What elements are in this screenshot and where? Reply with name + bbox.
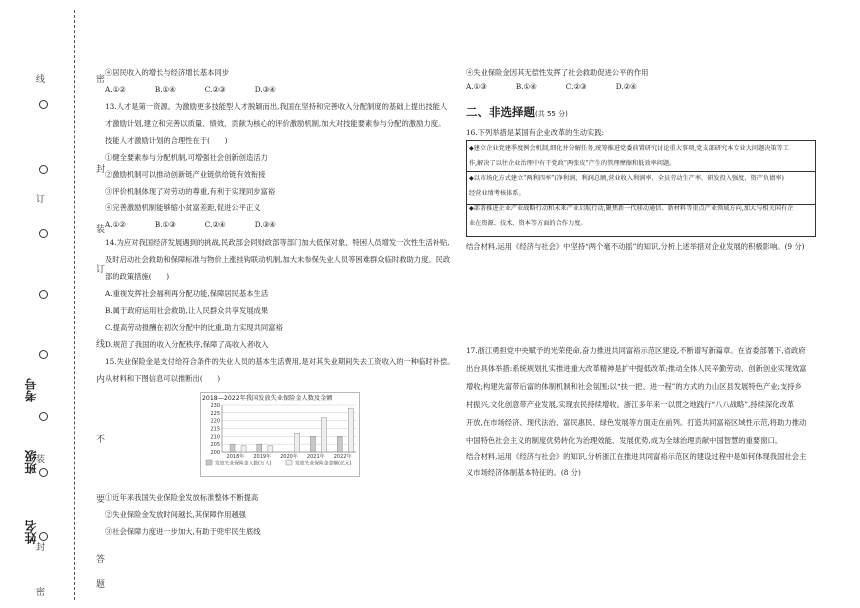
left-line: 技能人才激励计划的合理性在于( ) bbox=[105, 136, 228, 145]
q17-line: 中国特色社会主义的制度优势转化为治理效能、发展优势,成为全球治理贡献中国智慧的重要窗口。 bbox=[466, 436, 783, 445]
left-line: A.重视发挥社会福利再分配功能,保障居民基本生活 bbox=[105, 289, 269, 298]
binding-hole bbox=[39, 165, 48, 174]
binding-hole bbox=[39, 229, 48, 238]
q16-box-divider bbox=[467, 171, 815, 172]
bar-0-3 bbox=[310, 436, 315, 452]
left-line: A.①② B.①③ C.②④ D.③④ bbox=[105, 220, 276, 229]
bar-1-3 bbox=[321, 418, 326, 452]
q17-line: 17.浙江勇担党中央赋予的光荣使命,奋力推进共同富裕示范区建设,不断谱写新篇章。在省委部署下,省政府 bbox=[466, 346, 806, 355]
legend-label-0: 发放失业保险金人数(万人) bbox=[215, 461, 272, 467]
bar-0-1 bbox=[257, 444, 262, 452]
q15-option-4: ④失业保险金因其无偿性发挥了社会救助促进公平的作用 bbox=[466, 68, 649, 77]
binding-line bbox=[74, 10, 75, 600]
q16-box-line: 经营业绩考核体系。 bbox=[469, 190, 525, 197]
left-line: 14.为应对我国经济发展遇到的挑战,民政部会同财政部等部门加大低保对象、特困人员增发一次性生活补贴, bbox=[105, 238, 450, 247]
bar-1-4 bbox=[348, 408, 353, 452]
y-tick-label: 215 bbox=[210, 426, 220, 433]
left-line: 才激励计划,建立和完善以质量、绩效、贡献为核心的评价激励机制,加大对技能要素参与分配的激励力度。 bbox=[105, 119, 446, 128]
q16-box-line: 作,解决了以往企业治理中有干党政“两张皮”产生的管理摩擦和低效率问题。 bbox=[469, 160, 676, 167]
section-score-note: (共 55 分) bbox=[535, 110, 568, 118]
q17-line: 出台具体举措:系统规划扎实推进重大改革精神是扩中提低改革;推动全体人民辛勤劳动、创新创业实现效富 bbox=[466, 364, 807, 373]
left-line: ③评价机制体现了对劳动的尊重,有利于实现同步富裕 bbox=[105, 187, 276, 196]
q16-material-box bbox=[466, 140, 816, 237]
q17-line: 义市场经济体制基本特征的。(8 分) bbox=[466, 468, 581, 477]
left-line: ①近年来我国失业保险金发放标准整体不断提高 bbox=[105, 493, 259, 502]
student-field-1: 班级 bbox=[24, 450, 38, 474]
q16-intro: 16.下列举措是某国有企业改革的生动实践: bbox=[466, 128, 605, 137]
chart-title: 2018—2022年我国发放失业保险金人数及金额 bbox=[202, 395, 333, 402]
binding-label: 密 bbox=[36, 588, 46, 598]
bar-1-0 bbox=[241, 446, 246, 452]
left-line: ④居民收入的增长与经济增长基本同步 bbox=[105, 68, 230, 77]
q17-line: 结合材料,运用《经济与社会》的知识,分析浙江在推进共同富裕示范区的建设过程中是如何体现我国社会主 bbox=[466, 452, 807, 461]
q17-line: 村振兴,文化创意带产业发展,实现农民持续增收。浙江多年来一以贯之地践行“八八战略”,持续深化改革 bbox=[466, 400, 795, 409]
binding-char: 线 bbox=[96, 340, 106, 350]
q16-box-line: 业在资源、技术、资本等方面的合作力度。 bbox=[469, 220, 587, 227]
left-line: 13.人才是第一资源。为激励更多技能型人才脱颖而出,我国在坚持和完善收入分配制度的基础上提出技能人 bbox=[105, 102, 448, 111]
section-title: 二、非选择题(共 55 分) bbox=[466, 105, 568, 119]
q16-question: 结合材料,运用《经济与社会》中坚持“两个毫不动摇”的知识,分析上述举措对企业发展的积极影响。(9 分) bbox=[466, 242, 805, 251]
x-tick-label: 2022年 bbox=[333, 454, 352, 460]
q17-line: 开放,在市场经济、现代法治、富民惠民、绿色发展等方面走在前列。打造共同富裕区域性示范,将助力推动 bbox=[466, 418, 807, 427]
x-tick-label: 2019年 bbox=[253, 454, 272, 460]
binding-char: 要 bbox=[96, 495, 106, 505]
bar-0-0 bbox=[230, 444, 235, 452]
legend-label-1: 发放失业保险金金额(亿元) bbox=[295, 461, 352, 467]
binding-hole bbox=[39, 350, 48, 359]
left-line: 从材料和下图信息可以推断出( ) bbox=[105, 374, 221, 383]
y-tick-label: 220 bbox=[210, 418, 220, 425]
left-line: A.①② B.①④ C.②③ D.③④ bbox=[105, 85, 276, 94]
binding-char: 封 bbox=[96, 165, 106, 175]
binding-label: 线 bbox=[36, 75, 46, 85]
unemployment-insurance-chart bbox=[200, 392, 360, 477]
y-tick-label: 230 bbox=[210, 403, 220, 409]
y-tick-label: 200 bbox=[210, 450, 220, 456]
x-tick-label: 2018年 bbox=[226, 454, 245, 460]
q17-line: 增收;构建先富带后富的体制机制和社会氛围;以“扶一把、进一程”的方式的力山区县发展特色产业;支持乡 bbox=[466, 382, 802, 391]
x-tick-label: 2020年 bbox=[280, 454, 298, 460]
left-line: ③社会保障力度进一步加大,有助于兜牢民生底线 bbox=[105, 527, 261, 536]
y-tick-label: 225 bbox=[210, 410, 220, 417]
left-line: ①健全要素参与分配机制,可增强社会创新创造活力 bbox=[105, 153, 268, 162]
q15-answer-options: A.①③ B.①④ C.②③ D.②④ bbox=[466, 82, 637, 91]
left-line: B.属于政府运用社会救助,让人民群众共享发展成果 bbox=[105, 306, 269, 315]
binding-char: 内 bbox=[96, 375, 106, 385]
left-line: ②失业保险金发放时间越长,其保障作用越强 bbox=[105, 510, 246, 519]
binding-hole bbox=[39, 468, 48, 477]
left-line: 部的政策措施( ) bbox=[105, 272, 170, 281]
legend-swatch-0 bbox=[206, 460, 212, 465]
left-line: ④完善激励机制能够缩小贫富差距,促进公平正义 bbox=[105, 203, 261, 212]
binding-label: 装 bbox=[36, 455, 46, 465]
student-field-0: 考号 bbox=[24, 378, 38, 402]
bar-1-2 bbox=[295, 433, 300, 452]
binding-char: 题 bbox=[96, 580, 106, 590]
y-tick-label: 210 bbox=[210, 434, 220, 441]
legend-swatch-1 bbox=[286, 460, 292, 465]
left-line: 15.失业保险金是支付给符合条件的失业人员的基本生活费用,是对其失业期间失去工资收入的一种临时补偿。 bbox=[105, 357, 455, 366]
bar-0-4 bbox=[337, 436, 342, 452]
y-tick-label: 205 bbox=[210, 442, 220, 449]
x-tick-label: 2021年 bbox=[306, 454, 325, 460]
binding-label: 封 bbox=[36, 543, 46, 553]
binding-char: 答 bbox=[96, 555, 106, 565]
student-field-2: 姓名 bbox=[24, 520, 38, 544]
left-line: 及时启动社会救助和保障标准与物价上涨挂钩联动机制,加大未参保失业人员等困难群众临时救助力度。民政 bbox=[105, 255, 451, 264]
binding-char: 装 bbox=[96, 225, 106, 235]
binding-label: 订 bbox=[36, 195, 46, 205]
binding-char: 密 bbox=[96, 75, 106, 85]
binding-hole bbox=[39, 412, 48, 421]
binding-char: 不 bbox=[96, 435, 106, 445]
binding-hole bbox=[39, 532, 48, 541]
binding-hole bbox=[39, 100, 48, 109]
left-line: D.规范了我国的收入分配秩序,保障了高收入者收入 bbox=[105, 340, 269, 349]
binding-hole bbox=[39, 290, 48, 299]
q16-box-line: ◆部署推进企业产业战略行动和未来产业启航行动,聚焦新一代移动通信、新材料等重点产业领域方向,加大与相关国有企 bbox=[469, 205, 794, 212]
left-line: C.提高劳动报酬在初次分配中的比重,助力实现共同富裕 bbox=[105, 323, 283, 332]
bar-1-1 bbox=[268, 446, 273, 452]
q16-box-divider bbox=[467, 204, 815, 205]
left-line: ②激励机制可以推动创新链产业链供给链有效衔接 bbox=[105, 170, 266, 179]
q16-box-line: ◆建立企业党建季度例会机制,细化并分解任务,统筹推进党委前置研究讨论重大事项,党支部研究本专业大问题决策等工 bbox=[469, 145, 790, 152]
q16-box-line: ◆以市场化方式建立“两利四率”(净利润、利润总额,营业收入利润率、全员劳动生产率、研发投入强度、资产负债率) bbox=[469, 175, 784, 182]
binding-char: 订 bbox=[96, 265, 106, 275]
